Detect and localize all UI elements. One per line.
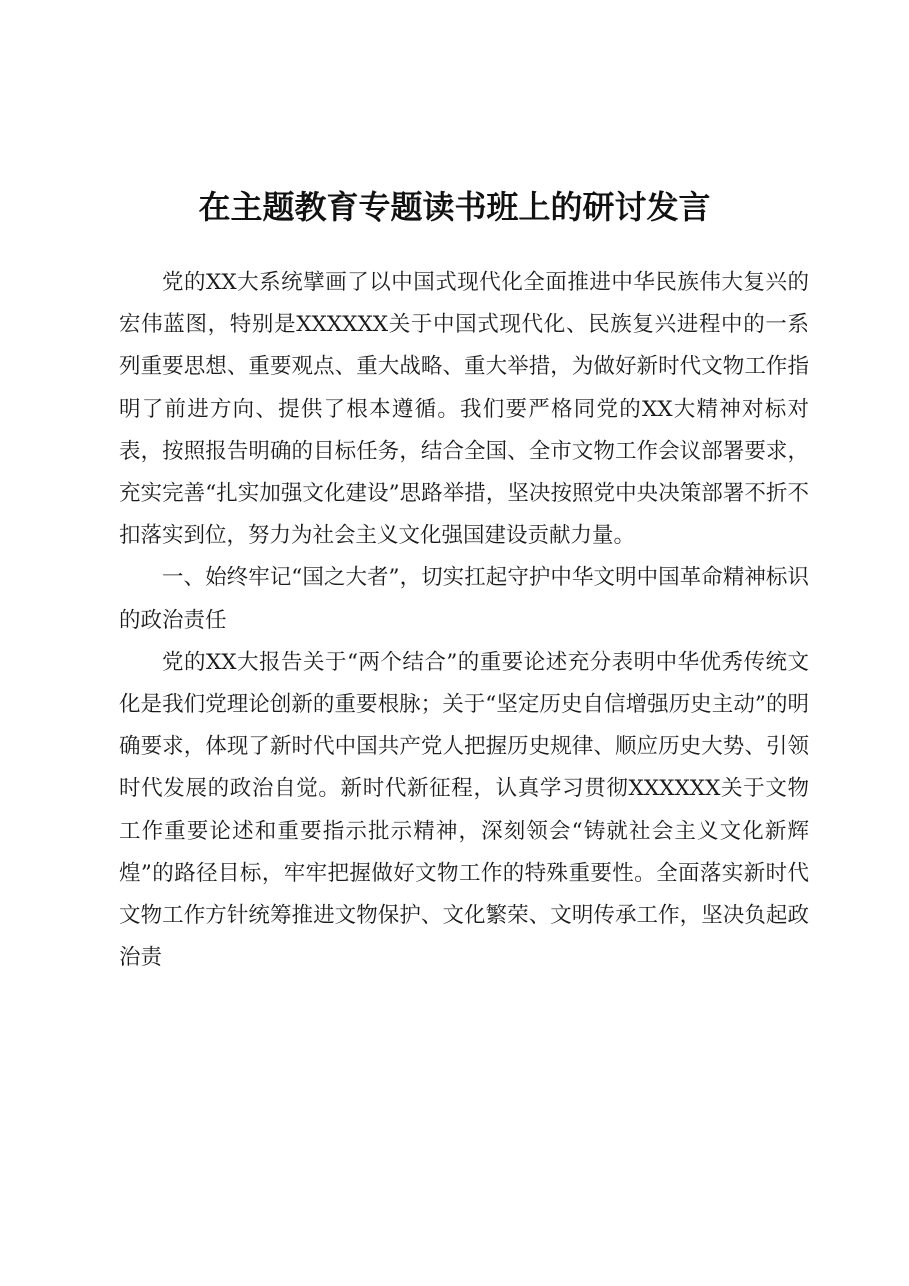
document-title: 在主题教育专题读书班上的研讨发言 (198, 188, 711, 226)
paragraph-intro: 党的XX大系统擘画了以中国式现代化全面推进中华民族伟大复兴的宏伟蓝图，特别是XXXXXX关于中国式现代化、民族复兴进程中的一系列重要思想、重要观点、重大战略、重大举措，为做好新时代文物工作指明了前进方向、提供了根本遵循。我们要严格同党的XX大精神对标对表，按照报告明确的目标任务，结合全国、全市文物工作会议部署要求，充实完善“扎实加强文化建设”思路举措，坚决按照党中央决策部署不折不扣落实到位，努力为社会主义文化强国建设贡献力量。 (119, 270, 809, 549)
paragraph-section-one: 党的XX大报告关于“两个结合”的重要论述充分表明中华优秀传统文化是我们党理论创新的重要根脉；关于“坚定历史自信增强历史主动”的明确要求，体现了新时代中国共产党人把握历史规律、顺应历史大势、引领时代发展的政治自觉。新时代新征程，认真学习贯彻XXXXXX关于文物工作重要论述和重要指示批示精神，深刻领会“铸就社会主义文化新辉煌”的路径目标，牢牢把握做好文物工作的特殊重要性。全面落实新时代文物工作方针统筹推进文物保护、文化繁荣、文明传承工作，坚决负起政治责 (119, 649, 809, 971)
section-heading-one: 一、始终牢记“国之大者”，切实扛起守护中华文明中国革命精神标识的政治责任 (119, 565, 809, 633)
document-body (119, 262, 809, 979)
